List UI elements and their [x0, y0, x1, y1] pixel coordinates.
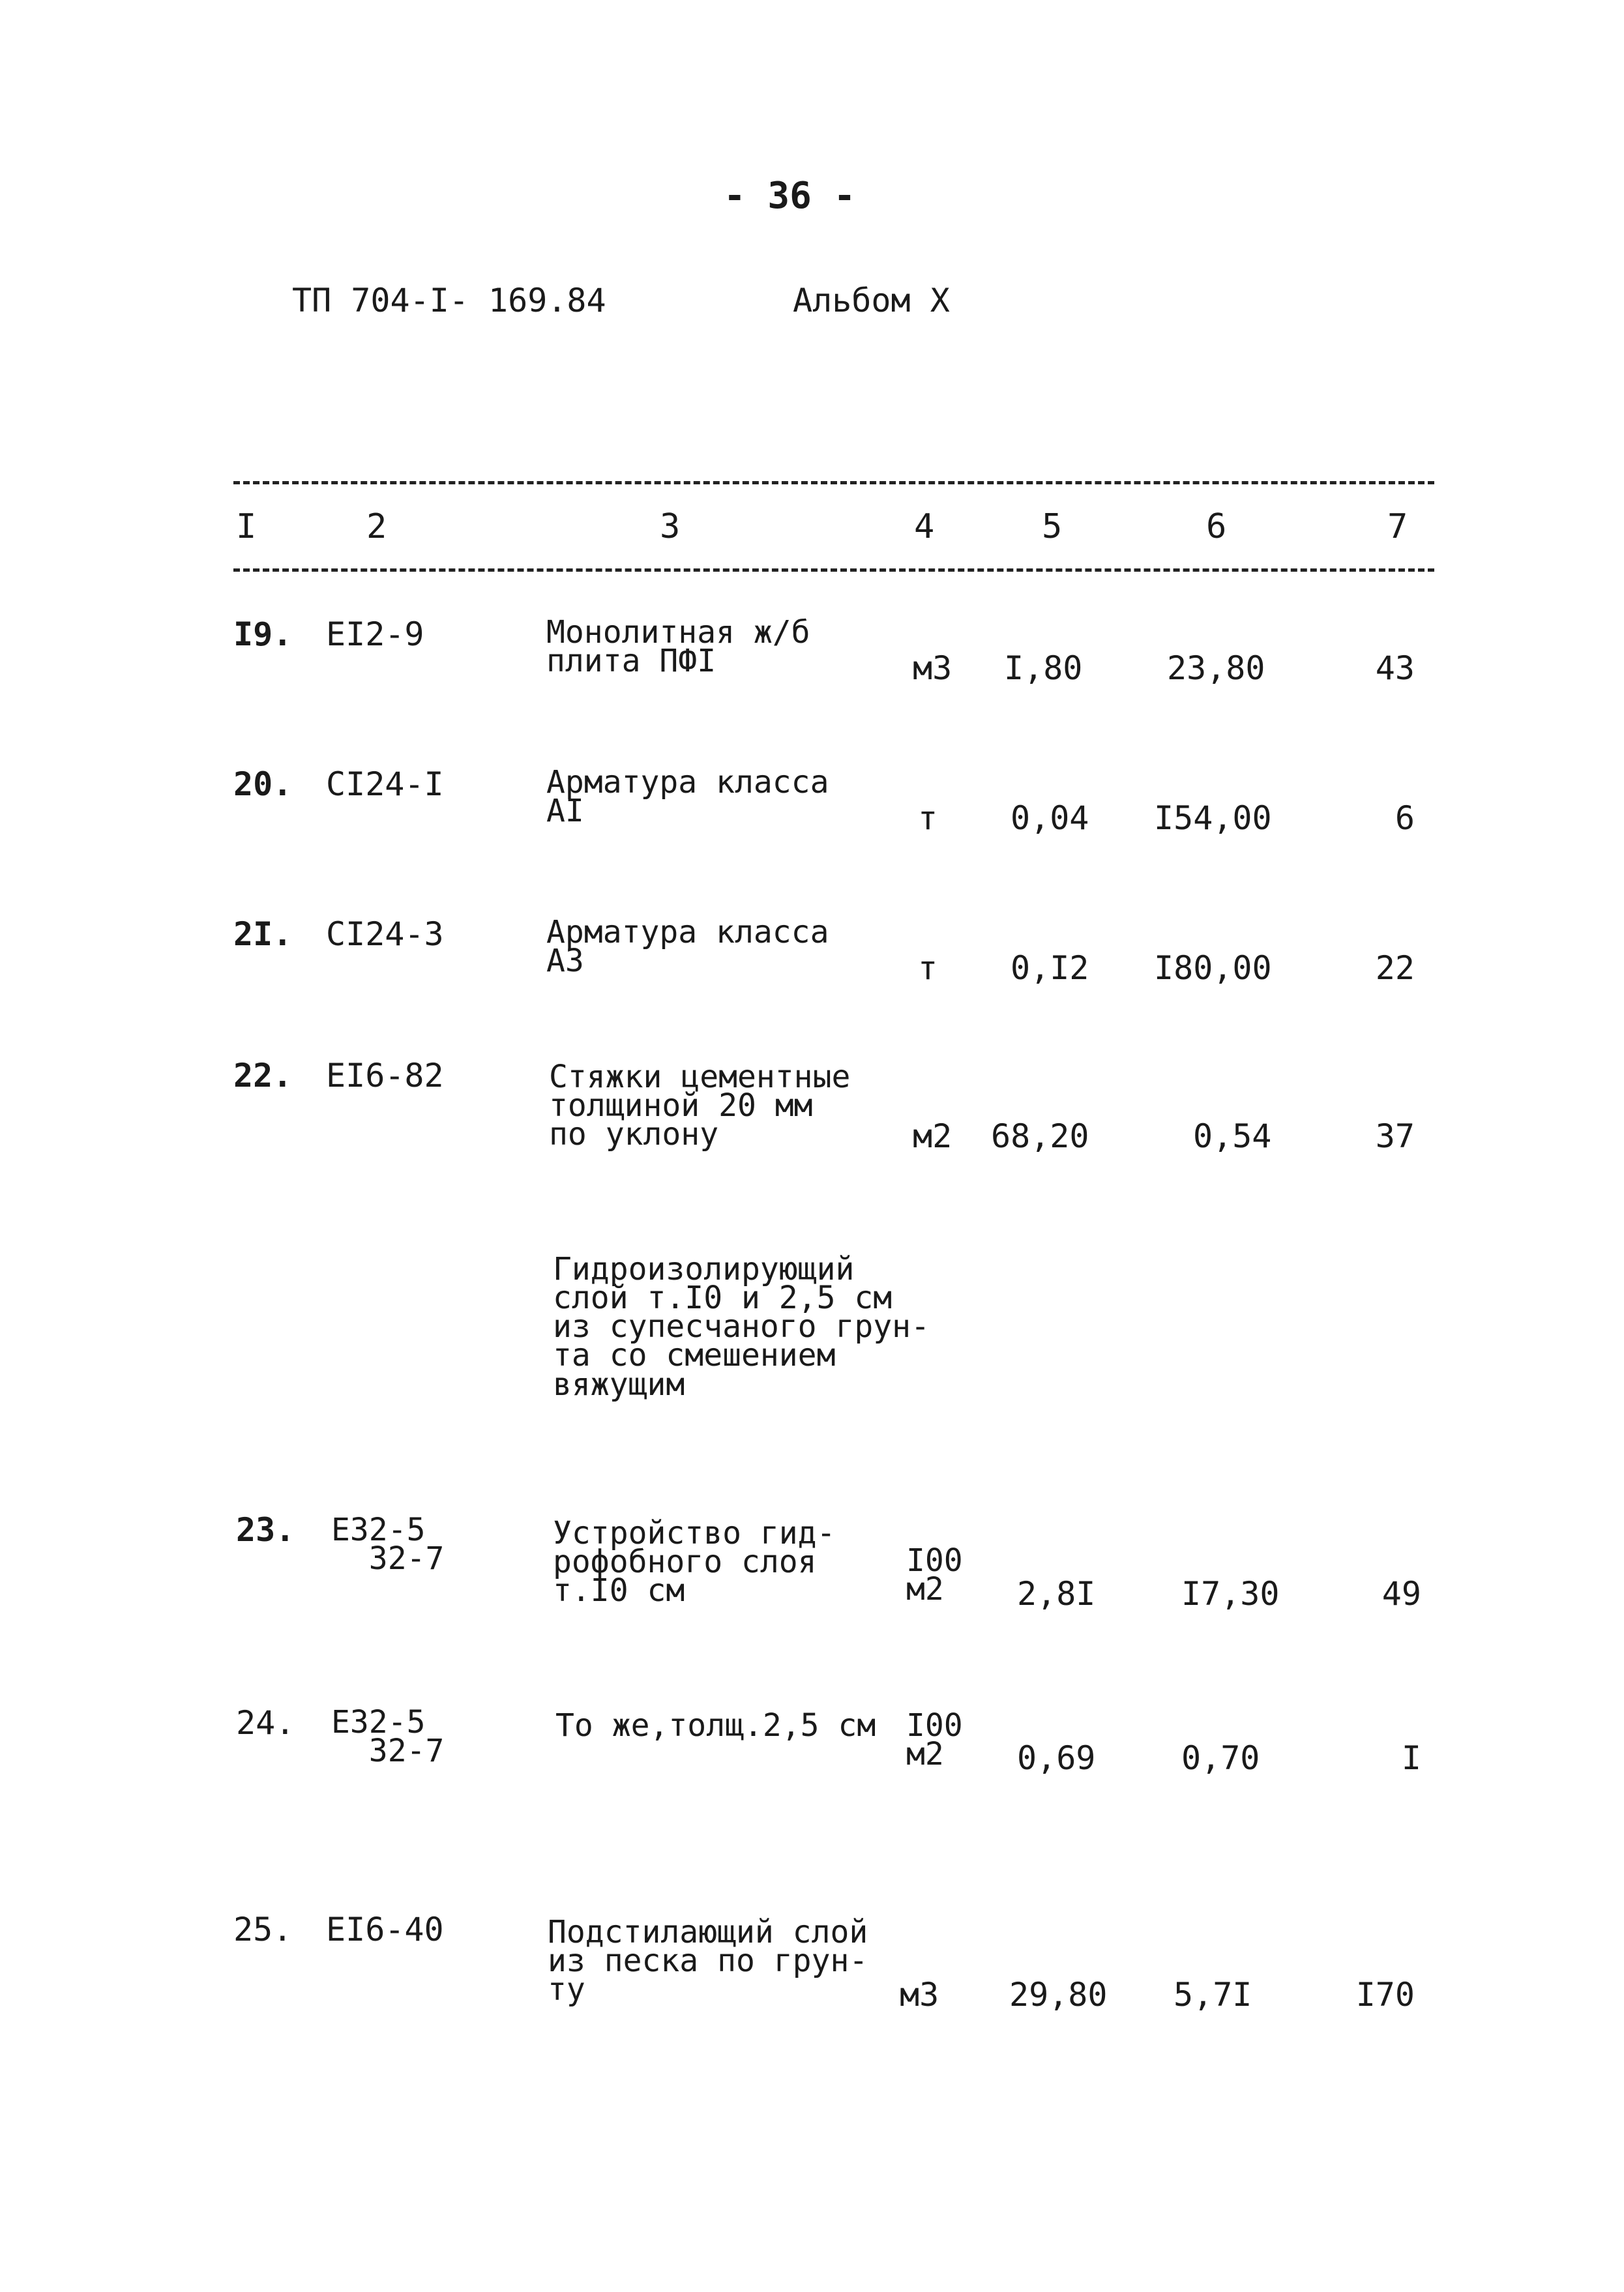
row-number: 23. [236, 1511, 295, 1549]
row-number: 22. [233, 1057, 293, 1095]
column-header-1: I [236, 507, 257, 546]
table-top-rule [233, 481, 1434, 484]
column-header-3: 3 [660, 507, 681, 546]
row-quantity: 2,8I [1017, 1575, 1096, 1613]
row-quantity: 68,20 [991, 1117, 1089, 1155]
row-total: 43 [1375, 649, 1415, 687]
row-quantity: 29,80 [1009, 1976, 1108, 2014]
row-quantity: I,80 [1004, 649, 1083, 687]
row-price: 0,70 [1181, 1739, 1260, 1777]
row-code: ЕI6-82 [326, 1057, 444, 1095]
row-unit: т [918, 799, 938, 837]
row-total: I70 [1355, 1976, 1415, 2014]
row-quantity: 0,69 [1017, 1739, 1096, 1777]
row-number: I9. [233, 615, 293, 653]
row-code: ЕI2-9 [326, 615, 424, 653]
row-unit: м3 [900, 1976, 939, 2014]
column-header-2: 2 [366, 507, 387, 546]
column-header-6: 6 [1206, 507, 1227, 546]
row-price: 5,7I [1174, 1976, 1252, 2014]
row-code: СI24-I [326, 765, 444, 803]
row-total: 37 [1375, 1117, 1415, 1155]
section-description: Гидроизолирующий слой т.I0 и 2,5 см из супесчаного грун- та со смешением вяжущим [553, 1251, 930, 1403]
row-unit: м3 [913, 649, 952, 687]
row-total: 6 [1395, 799, 1415, 837]
row-price: I7,30 [1181, 1575, 1280, 1613]
page-number: - 36 - [724, 175, 856, 217]
row-number: 25. [233, 1911, 293, 1948]
row-quantity: 0,04 [1011, 799, 1089, 837]
row-number: 24. [236, 1704, 295, 1742]
row-total: 49 [1381, 1575, 1421, 1613]
row-code: Е32-5 32-7 [331, 1704, 445, 1770]
row-price: 0,54 [1193, 1117, 1272, 1155]
row-unit: I00 м2 [906, 1707, 963, 1773]
row-code: ЕI6-40 [326, 1911, 444, 1948]
album-label: Альбом X [793, 282, 950, 319]
document-code: ТП 704-I- 169.84 [292, 282, 606, 319]
row-price: 23,80 [1167, 649, 1265, 687]
row-total: 22 [1375, 949, 1415, 987]
row-number: 20. [233, 765, 293, 803]
row-code: СI24-3 [326, 915, 444, 953]
row-description: Арматура класса АI [546, 764, 829, 830]
row-price: I80,00 [1154, 949, 1272, 987]
row-description: Монолитная ж/б плита ПФI [546, 614, 810, 680]
row-description: Подстилающий слой из песка по грун- ту [548, 1914, 868, 2008]
row-description: То же,толщ.2,5 см [555, 1707, 876, 1744]
row-unit: м2 [913, 1117, 952, 1155]
row-code: Е32-5 32-7 [331, 1512, 445, 1578]
row-number: 2I. [233, 915, 293, 953]
row-unit: I00 м2 [906, 1542, 963, 1608]
column-header-7: 7 [1387, 507, 1408, 546]
row-description: Стяжки цементные толщиной 20 мм по уклону [549, 1059, 851, 1153]
row-quantity: 0,I2 [1011, 949, 1089, 987]
column-header-4: 4 [914, 507, 935, 546]
row-total: I [1401, 1739, 1421, 1777]
table-header-rule [233, 568, 1434, 572]
row-description: Устройство гид- рофобного слоя т.I0 см [553, 1515, 836, 1609]
row-unit: т [918, 949, 938, 987]
column-header-5: 5 [1042, 507, 1063, 546]
row-description: Арматура класса А3 [546, 914, 829, 980]
row-price: I54,00 [1154, 799, 1272, 837]
